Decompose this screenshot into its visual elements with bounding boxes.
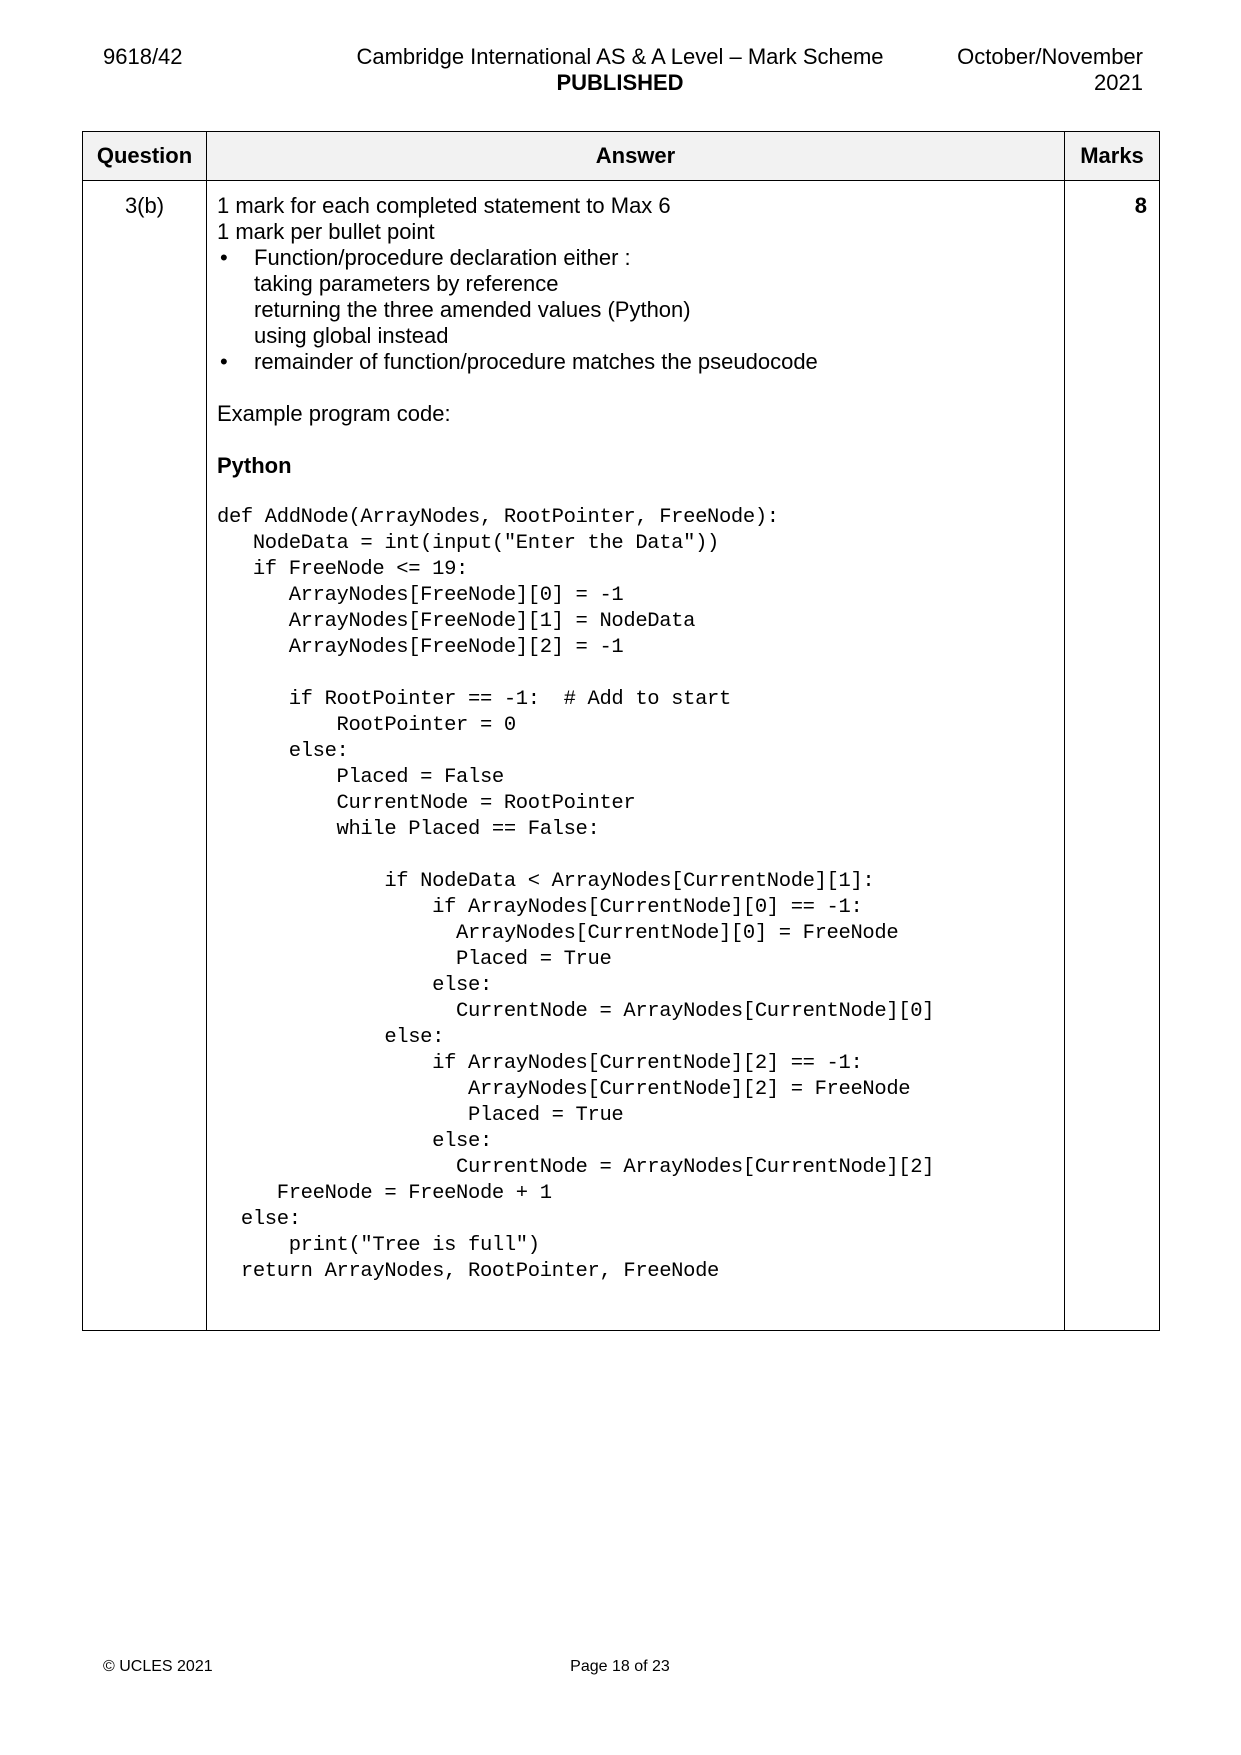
marks-header: Marks [1065, 132, 1160, 181]
session-line-2: 2021 [1094, 70, 1143, 95]
bullet-text: Function/procedure declaration either : [254, 245, 631, 270]
copyright: © UCLES 2021 [103, 1658, 213, 1675]
exam-session [957, 44, 1143, 96]
answer-cell [207, 181, 1065, 1331]
bullet-item [217, 349, 1054, 375]
question-number: 3(b) [83, 181, 207, 1331]
session-line-1: October/November [957, 44, 1143, 69]
sub-point: returning the three amended values (Python) [254, 297, 691, 322]
sub-point: taking parameters by reference [254, 271, 559, 296]
answer-header: Answer [207, 132, 1065, 181]
question-header: Question [83, 132, 207, 181]
table-row [83, 181, 1160, 1331]
bullet-item [217, 245, 1054, 271]
sub-point: using global instead [254, 323, 449, 348]
example-label: Example program code: [217, 401, 451, 426]
table-header-row [83, 132, 1160, 181]
marking-bullets [217, 245, 1054, 271]
intro-line-1: 1 mark for each completed statement to Max 6 [217, 193, 671, 218]
language-heading: Python [217, 453, 292, 478]
bullet-text: remainder of function/procedure matches the pseudocode [254, 349, 818, 374]
intro-line-2: 1 mark per bullet point [217, 219, 435, 244]
title-text: Cambridge International AS & A Level – Mark Scheme [356, 44, 884, 69]
marks-value: 8 [1065, 181, 1160, 1331]
python-code-block: def AddNode(ArrayNodes, RootPointer, FreeNode): NodeData = int(input("Enter the Data")) if FreeNode <= 19: ArrayNodes[FreeNode][0] = -1 ArrayNodes[FreeNode][1] = NodeData ArrayNodes[FreeNode][2] = -1 if RootPointer == -1: # Add to start RootPointer = 0 else: Placed = False CurrentNode = RootPointer while Placed == False: if NodeData < ArrayNodes[CurrentNode][1]: if ArrayNodes[CurrentNode][0] == -1: ArrayNodes[CurrentNode][0] = FreeNode Placed = True else: CurrentNode = ArrayNodes[CurrentNode][0] else: if ArrayNodes[CurrentNode][2] == -1: ArrayNodes[CurrentNode][2] = FreeNode Placed = True else: CurrentNode = ArrayNodes[CurrentNode][2] FreeNode = FreeNode + 1 else: print("Tree is full") return ArrayNodes, RootPointer, FreeNode [217, 506, 935, 1283]
page-number: Page 18 of 23 [570, 1658, 670, 1675]
mark-scheme-table [82, 131, 1160, 1331]
paper-code: 9618/42 [103, 44, 183, 69]
document-title [330, 44, 910, 96]
published-label: PUBLISHED [556, 70, 684, 95]
marking-bullets [217, 349, 1054, 375]
